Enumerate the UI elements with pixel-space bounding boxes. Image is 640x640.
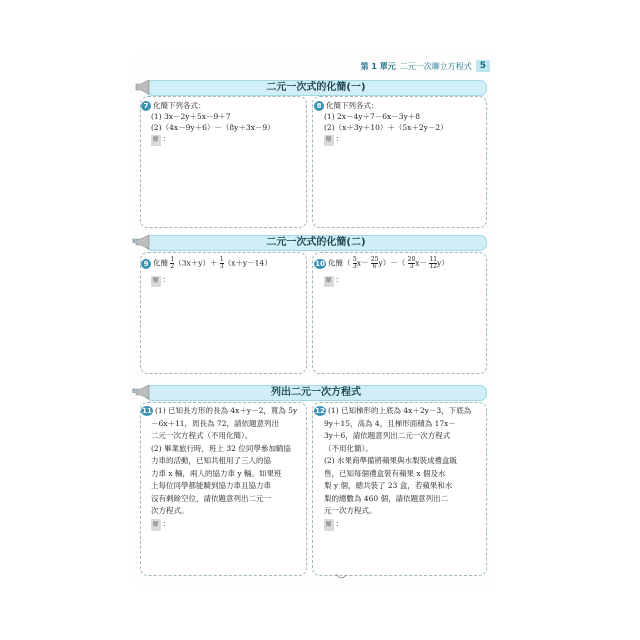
answer-label: 解: [151, 135, 161, 146]
expression: y）: [437, 258, 449, 268]
page-header: [361, 60, 490, 72]
answer-label: 解: [324, 276, 334, 287]
section-mark: 8: [132, 388, 136, 395]
question-9: 9 化簡 $\frac{1}{2}$ （3x＋y）＋ $\frac{1}{3}$ （x＋y－14） 解 ：: [141, 257, 272, 287]
question-7: 7 化簡下列各式： (1) 3x－2y＋5x－9＋7 (2)（4x－9y＋6）－（8y＋3x－9） 解 ：: [141, 100, 275, 146]
expression: y）－（: [378, 258, 406, 268]
denominator: 12: [429, 263, 438, 270]
expression: x－: [415, 258, 427, 268]
answer-label: 解: [324, 135, 334, 146]
question-line: 梨的總數為 460 個，請依題意列出二: [324, 493, 449, 503]
question-line: 元一次方程式。: [324, 506, 377, 515]
question-line: 售，已知每個禮盒裝有蘋果 x 個及水: [324, 468, 446, 478]
question-10: 10 化簡（ $\frac{5}{3}$ x－ $\frac{25}{6}$ y）－（ $\frac{20}{3}$ x－ $\frac{11}{12}$ y） 解 ：: [314, 257, 449, 287]
question-line: (2) 畢業旅行時，班上 32 位同學參加騎協: [151, 443, 291, 453]
question-line: 9y＋15，高為 4，且梯形面積為 17x－: [324, 418, 456, 428]
question-line: 上每位同學都能騎到協力車且協力車: [151, 481, 271, 490]
fraction: [429, 257, 437, 270]
chapter-title: 二元一次聯立方程式: [399, 61, 472, 71]
denominator: 3: [352, 263, 357, 270]
expression: （3x＋y）＋: [174, 258, 218, 268]
denominator: 3: [409, 263, 414, 270]
part-1: (1) 2x－4y＋7－6x－3y＋8: [324, 112, 421, 121]
numerator: 11: [429, 256, 438, 263]
part-2: (2)（x＋3y＋10）＋（5x＋2y－2）: [324, 123, 448, 132]
answer-label: 解: [324, 519, 334, 532]
question-number: 7: [141, 101, 151, 111]
question-stem: 化簡下列各式：: [326, 101, 379, 110]
question-8: 8 化簡下列各式： (1) 2x－4y＋7－6x－3y＋8 (2)（x＋3y＋10）＋（5x＋2y－2） 解 ：: [314, 100, 448, 146]
numerator: 1: [219, 256, 224, 263]
question-line: 梨 y 個，總共裝了 23 盒，若蘋果和水: [324, 481, 453, 490]
question-line: 力車 x 輛，兩人的協力車 y 輛。如果班: [151, 468, 282, 478]
section-banner-3: [145, 385, 487, 401]
denominator: 6: [372, 263, 377, 270]
section-title: 列出二元一次方程式: [271, 387, 361, 398]
question-line: 3y＋6，請依題意列出二元一次方程式: [324, 431, 451, 440]
expression: （x＋y－14）: [223, 258, 272, 268]
numerator: 25: [370, 256, 379, 263]
question-stem: 化簡下列各式：: [153, 101, 206, 110]
answer-label: 解: [151, 276, 161, 287]
denominator: 3: [219, 263, 224, 270]
question-line: 二元一次方程式（不用化簡）。: [151, 431, 253, 440]
section-title: 二元一次式的化簡(一): [266, 82, 366, 93]
question-line: 次方程式。: [151, 506, 189, 515]
section-mark: 8: [132, 238, 136, 245]
question-line: 力車的活動，已知共租用了三人的協: [151, 456, 271, 465]
section-banner-2: [145, 235, 487, 251]
part-2: (2)（4x－9y＋6）－（8y＋3x－9）: [151, 123, 275, 132]
numerator: 5: [352, 256, 357, 263]
question-line: (2) 水果商準備將蘋果與水梨裝成禮盒販: [324, 456, 458, 465]
question-line: －6x＋11，周長為 72，請依題意列出: [151, 418, 279, 428]
numerator: 20: [407, 256, 416, 263]
question-number: 12: [315, 407, 325, 415]
question-line: (1) 已知梯形的上底為 4x＋2y－3，下底為: [328, 406, 472, 415]
section-title: 二元一次式的化簡(二): [266, 237, 366, 248]
question-line: (1) 已知長方形的長為 4x＋y－2，寬為 5y: [155, 406, 298, 415]
question-line: （不用化簡）。: [324, 443, 373, 453]
numerator: 1: [170, 256, 175, 263]
question-number: 9: [141, 259, 151, 269]
question-line: 沒有剩餘空位，請依題意列出二元一: [151, 493, 271, 503]
question-number: 10: [315, 259, 325, 268]
question-number: 8: [314, 101, 324, 111]
question-number: 11: [142, 407, 152, 415]
question-stem: 化簡: [153, 258, 168, 268]
denominator: 2: [170, 263, 175, 270]
question-stem: 化簡（: [328, 258, 351, 268]
question-11: 11 (1) 已知長方形的長為 4x＋y－2，寬為 5y －6x＋11，周長為 72，請依題意列出 二元一次方程式（不用化簡）。 (2) 畢業旅行時，班上 32 位同學參加騎協 力車的活動，已知共租用了三人的協 力車 x 輛，兩人的協力車 y 輛。如果班 上每位同學都能騎到協力車且協力車 沒有剩餘空位，請依題意列出二元一 次方程式。 解 ：: [141, 405, 297, 531]
page-number: 5: [476, 60, 490, 72]
section-banner-1: [145, 80, 487, 96]
part-1: (1) 3x－2y＋5x－9＋7: [151, 112, 231, 121]
unit-label: 第 1 單元: [360, 61, 396, 71]
expression: x－: [356, 258, 369, 268]
page-curl-icon: [335, 572, 347, 582]
question-12: 12 (1) 已知梯形的上底為 4x＋2y－3，下底為 9y＋15，高為 4，且梯形面積為 17x－ 3y＋6，請依題意列出二元一次方程式 （不用化簡）。 (2) 水果商準備將蘋果與水梨裝成禮盒販 售，已知每個禮盒裝有蘋果 x 個及水 梨 y 個，總共裝了 23 盒，若蘋果和水 梨的總數為 460 個，請依題意列出二 元一次方程式。 解 ：: [314, 405, 471, 531]
answer-label: 解: [151, 519, 161, 532]
